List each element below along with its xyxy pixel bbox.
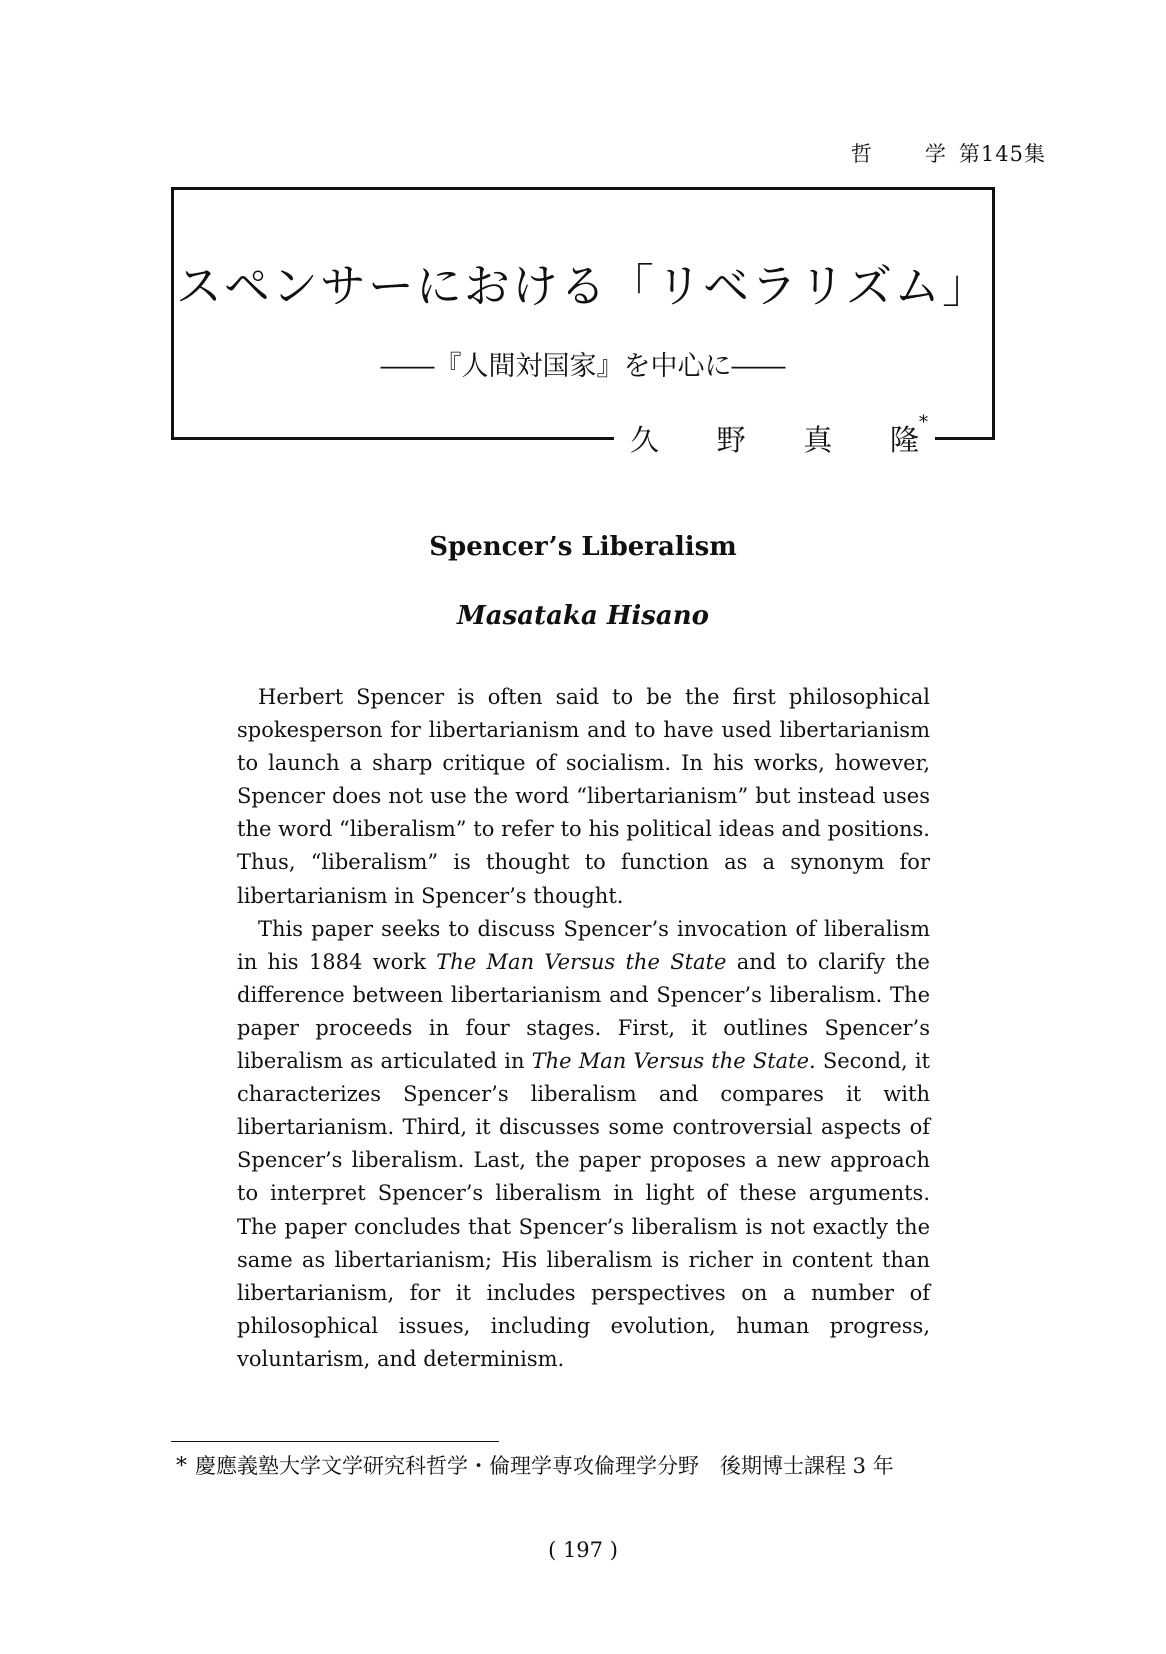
journal-name-char-2: 学: [924, 142, 947, 166]
book-title: The Man Versus the State: [436, 949, 727, 974]
japanese-title: スペンサーにおける「リベラリズム」: [175, 259, 991, 313]
footnote-mark: *: [176, 1454, 187, 1479]
abstract: [237, 681, 930, 1376]
japanese-author: [624, 412, 934, 459]
abstract-p2-part-b: and to clarify the difference between libertarianism and Spencer’s liberalism. The paper proceeds in four stages. First, it outlines Spencer’s liberalism as articulated in: [237, 949, 930, 1074]
title-frame-bottom-left-rule: [171, 437, 614, 440]
book-title: The Man Versus the State.: [531, 1049, 816, 1074]
footnote: [176, 1450, 894, 1480]
footnote-text: 慶應義塾大学文学研究科哲学・倫理学専攻倫理学分野 後期博士課程 3 年: [195, 1454, 894, 1478]
author-char-2: 野: [716, 423, 746, 457]
abstract-paragraph-1: Herbert Spencer is often said to be the first philosophical spokesperson for libertarianism and to have used libertarianism to launch a sharp critique of socialism. In his works, however, Spencer does not use the word “libertarianism” but instead uses the word “liberalism” to refer to his political ideas and positions. Thus, “liberalism” is thought to function as a synonym for libertarianism in Spencer’s thought.: [237, 685, 930, 908]
abstract-p2-part-c: Second, it characterizes Spencer’s liberalism and compares it with libertarianism. Third, it discusses some controversial aspects of Spencer’s liberalism. Last, the paper proposes a new approach to interpret Spencer’s liberalism in light of these arguments. The paper concludes that Spencer’s liberalism is not exactly the same as libertarianism; His liberalism is richer in content than libertarianism, for it includes perspectives on a number of philosophical issues, including evolution, human progress, voluntarism, and determinism.: [237, 1049, 930, 1371]
author-char-4: [889, 412, 928, 459]
author-footnote-mark: *: [918, 412, 928, 433]
english-title: Spencer’s Liberalism: [429, 532, 737, 562]
author-char-1: 久: [630, 423, 660, 457]
journal-name-char-1: 哲: [850, 142, 873, 166]
english-author: Masataka Hisano: [456, 601, 710, 631]
title-frame-bottom-right-rule: [935, 437, 995, 440]
author-char-4-text: 隆: [889, 423, 919, 457]
journal-volume: 第145集: [958, 142, 1046, 166]
abstract-p2-part-a: This paper seeks to discuss Spencer’s invocation of liberalism in his 1884 work: [237, 916, 930, 974]
footnote-rule: [171, 1441, 499, 1442]
journal-header: [851, 138, 1046, 168]
japanese-subtitle: ――『人間対国家』を中心に――: [380, 351, 786, 382]
page-number: ( 197 ): [548, 1538, 618, 1562]
abstract-paragraph-2: [237, 913, 930, 1376]
author-char-3: 真: [803, 423, 833, 457]
